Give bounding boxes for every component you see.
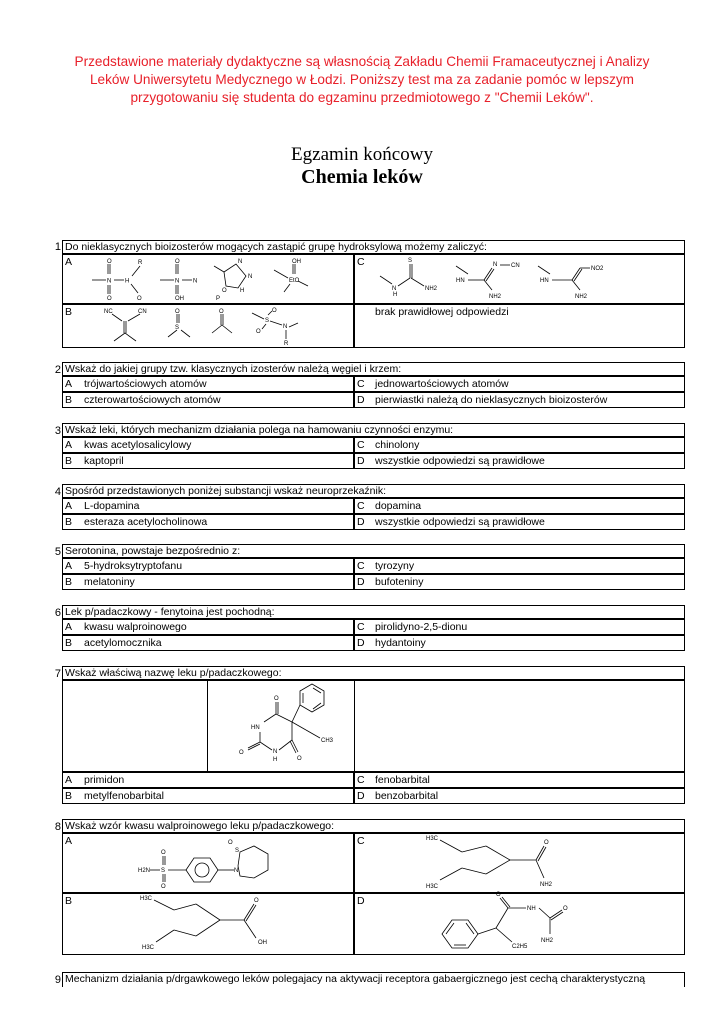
question-text: Wskaż wzór kwasu walproinowego leku p/padaczkowego: — [62, 819, 685, 833]
atom-label: R — [284, 341, 289, 347]
answer-letter: D — [357, 637, 365, 649]
answer-letter: B — [65, 455, 73, 467]
question-text: Wskaż właściwą nazwę leku p/padaczkowego: — [62, 666, 685, 680]
atom-label: O — [254, 898, 259, 904]
answer-letter: D — [357, 394, 365, 406]
atom-label: H — [273, 757, 278, 763]
chemical-structure — [130, 836, 290, 890]
atom-label: O — [544, 840, 549, 846]
chemical-structure — [420, 834, 590, 892]
atom-label: O — [272, 308, 277, 314]
answer-text: brak prawidłowej odpowiedzi — [375, 306, 509, 318]
atom-label: O — [274, 696, 279, 702]
answer-letter: C — [357, 621, 365, 633]
atom-label: N — [273, 749, 278, 755]
answer-letter: B — [65, 516, 73, 528]
answer-text: fenobarbital — [375, 774, 430, 786]
atom-label: O — [239, 750, 244, 756]
answer-text: kaptopril — [84, 455, 124, 467]
answer-letter: B — [65, 394, 73, 406]
answer-letter: D — [357, 516, 365, 528]
answer-text: 5-hydroksytryptofanu — [84, 560, 183, 572]
atom-label: R — [138, 260, 143, 266]
answer-letter: C — [357, 774, 365, 786]
atom-label: CN — [511, 263, 520, 269]
question-number: 8 — [54, 821, 61, 833]
answer-letter: C — [357, 560, 365, 572]
answer-text: czterowartościowych atomów — [84, 394, 221, 406]
atom-label: O — [297, 756, 302, 762]
atom-label: O — [228, 840, 233, 846]
answer-letter: A — [65, 835, 73, 847]
chemical-structure — [88, 256, 328, 302]
chemical-structure — [440, 894, 590, 954]
atom-label: HN — [540, 278, 549, 284]
atom-label: N — [234, 868, 239, 874]
answer-letter: B — [65, 576, 73, 588]
atom-label: NO2 — [591, 266, 604, 272]
atom-label: CN — [138, 309, 147, 315]
question-number: 3 — [54, 425, 61, 437]
atom-label: H3C — [140, 896, 153, 902]
answer-text: dopamina — [375, 500, 422, 512]
question-number: 7 — [54, 668, 61, 680]
answer-letter: A — [65, 378, 73, 390]
atom-label: O — [219, 309, 224, 315]
atom-label: N — [392, 286, 397, 292]
answer-letter: A — [65, 560, 73, 572]
answer-letter: D — [357, 455, 365, 467]
atom-label: H3C — [426, 884, 439, 890]
question-text: Do nieklasycznych bioizosterów mogących zastąpić grupę hydroksylową możemy zaliczyć: — [62, 240, 685, 254]
atom-label: N — [107, 278, 112, 285]
answer-letter: C — [357, 500, 365, 512]
answer-text: hydantoiny — [375, 637, 426, 649]
answer-letter: A — [65, 621, 73, 633]
chemical-structure — [88, 305, 328, 347]
answer-letter: C — [357, 439, 365, 451]
atom-label: O — [107, 259, 112, 265]
question-text: Wskaż leki, których mechanizm działania polega na hamowaniu czynności enzymu: — [62, 423, 685, 437]
atom-label: O — [222, 288, 227, 294]
atom-label: P — [216, 296, 221, 302]
atom-label: H3C — [426, 836, 439, 842]
answer-letter: B — [65, 306, 73, 318]
answer-letter: B — [65, 790, 73, 802]
answer-text: kwasu walproinowego — [84, 621, 187, 633]
atom-label: NH2 — [575, 294, 588, 300]
atom-label: EtO — [289, 278, 300, 284]
atom-label: NH2 — [541, 938, 554, 944]
atom-label: S — [235, 848, 240, 854]
answer-text: pierwiastki należą do nieklasycznych bioizosterów — [375, 394, 608, 406]
atom-label: O — [137, 296, 142, 302]
atom-label: S — [161, 868, 166, 874]
atom-label: N — [493, 262, 498, 268]
answer-text: chinolony — [375, 439, 420, 451]
atom-label: NH2 — [489, 294, 502, 300]
atom-label: H2N — [138, 868, 151, 874]
answer-letter: B — [65, 637, 73, 649]
atom-label: N — [193, 278, 198, 285]
answer-letter: C — [357, 378, 365, 390]
question-text: Spośród przedstawionych poniżej substancji wskaż neuroprzekaźnik: — [62, 484, 685, 498]
exam-subject: Chemia leków — [301, 166, 423, 188]
answer-letter: A — [65, 256, 73, 268]
answer-letter: D — [357, 576, 365, 588]
atom-label: HN — [251, 725, 260, 731]
answer-text: acetylomocznika — [84, 637, 162, 649]
atom-label: H — [393, 292, 398, 298]
answer-text: pirolidyno-2,5-dionu — [375, 621, 468, 633]
question-text: Wskaż do jakiej grupy tzw. klasycznych izosterów należą węgiel i krzem: — [62, 362, 685, 376]
chemical-structure — [140, 894, 310, 954]
atom-label: N — [238, 259, 243, 265]
atom-label: OH — [175, 296, 184, 302]
answer-text: wszystkie odpowiedzi są prawidłowe — [375, 455, 545, 467]
atom-label: N — [175, 278, 180, 285]
atom-label: O — [161, 850, 166, 856]
answer-letter: A — [65, 439, 73, 451]
copyright-notice — [40, 53, 684, 107]
atom-label: NC — [104, 309, 113, 315]
answer-letter: A — [65, 774, 73, 786]
atom-label: NH — [527, 906, 536, 912]
atom-label: O — [563, 906, 568, 912]
exam-title: Egzamin końcowy — [291, 144, 433, 165]
chemical-structure — [224, 682, 344, 770]
question-number: 6 — [54, 607, 61, 619]
atom-label: OH — [258, 940, 267, 946]
answer-letter: D — [357, 790, 365, 802]
atom-label: O — [175, 309, 180, 315]
answer-letter: B — [65, 895, 73, 907]
atom-label: O — [107, 296, 112, 302]
question-number: 5 — [54, 546, 61, 558]
notice-line: przygotowaniu się studenta do egzaminu przedmiotowego z "Chemii Leków". — [130, 90, 594, 105]
notice-line: Przedstawione materiały dydaktyczne są własnością Zakładu Chemii Framaceutycznej i Analizy — [74, 54, 650, 69]
answer-text: jednowartościowych atomów — [375, 378, 509, 390]
answer-letter: C — [357, 835, 365, 847]
question-text: Lek p/padaczkowy - fenytoina jest pochodną: — [62, 605, 685, 619]
atom-label: O — [161, 884, 166, 890]
question-text: Mechanizm działania p/drgawkowego leków polegajacy na aktywacji receptora gabaergicznego jest cechą charakterystyczną — [62, 972, 685, 987]
answer-letter: A — [65, 500, 73, 512]
answer-text: trójwartościowych atomów — [84, 378, 207, 390]
answer-text: melatoniny — [84, 576, 135, 588]
answer-text: primidon — [84, 774, 125, 786]
answer-letter: C — [357, 256, 365, 268]
notice-line: Leków Uniwersytetu Medycznego w Łodzi. Poniższy test ma za zadanie pomóc w lepszym — [90, 72, 634, 87]
atom-label: HN — [456, 278, 465, 284]
atom-label: O — [496, 892, 501, 898]
atom-label: N — [248, 274, 253, 280]
answer-text: benzobarbital — [375, 790, 439, 802]
question-text: Serotonina, powstaje bezpośrednio z: — [62, 544, 685, 558]
answer-text: kwas acetylosalicylowy — [84, 439, 192, 451]
question-number: 1 — [54, 241, 61, 253]
question-number: 9 — [54, 974, 61, 986]
question-number: 2 — [54, 364, 61, 376]
answer-text: wszystkie odpowiedzi są prawidłowe — [375, 516, 545, 528]
answer-text: bufoteniny — [375, 576, 424, 588]
atom-label: O — [256, 329, 261, 335]
atom-label: CH3 — [321, 738, 334, 744]
atom-label: H3C — [142, 945, 155, 951]
atom-label: C2H5 — [512, 944, 528, 950]
atom-label: S — [408, 258, 413, 264]
atom-label: H — [125, 278, 130, 285]
atom-label: NH2 — [425, 286, 438, 292]
atom-label: OH — [292, 259, 301, 265]
chemical-structure — [376, 256, 626, 302]
answer-text: metylfenobarbital — [84, 790, 164, 802]
answer-text: L-dopamina — [84, 500, 140, 512]
answer-text: esteraza acetylocholinowa — [84, 516, 208, 528]
atom-label: N — [283, 324, 288, 330]
atom-label: NH2 — [540, 882, 553, 888]
answer-letter: D — [357, 895, 365, 907]
atom-label: S — [265, 318, 270, 324]
atom-label: O — [175, 259, 180, 265]
question-number: 4 — [54, 486, 61, 498]
atom-label: H — [240, 288, 245, 294]
structure-panel — [62, 680, 685, 772]
atom-label: S — [175, 325, 180, 331]
answer-text: tyrozyny — [375, 560, 415, 572]
